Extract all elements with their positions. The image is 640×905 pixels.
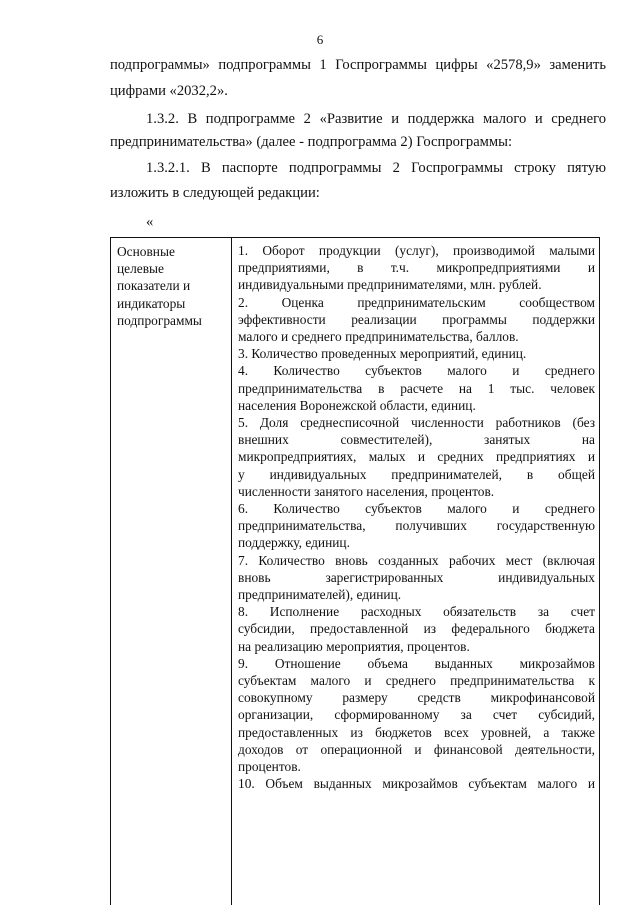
- indicator-line: 6. Количество субъектов малого и среднего: [238, 501, 595, 517]
- label-line: показатели и: [117, 278, 191, 294]
- indicator-line: на реализацию мероприятия, процентов.: [238, 638, 470, 654]
- indicator-line: 1. Оборот продукции (услуг), производимой малыми: [238, 243, 595, 258]
- indicator-line: предпринимательства, получивших государственную: [238, 518, 595, 534]
- indicators-label-cell: [111, 238, 232, 905]
- label-line: целевые: [117, 261, 164, 277]
- indicator-item: [238, 500, 595, 552]
- indicator-item: [238, 345, 595, 362]
- page-number: 6: [316, 32, 324, 47]
- indicator-line: доходов от операционной и финансовой деятельности,: [238, 741, 595, 757]
- indicator-line: предпринимателей), единиц.: [238, 587, 402, 603]
- indicator-line: субъектам малого и среднего предпринимательства к: [238, 673, 595, 689]
- indicator-item: [238, 242, 595, 294]
- paragraph-3-line-1: 1.3.2.1. В паспорте подпрограммы 2 Госпрограммы строку пятую: [146, 160, 606, 176]
- indicator-line: 2. Оценка предпринимательским сообществом: [238, 294, 595, 310]
- indicator-item: [238, 603, 595, 655]
- indicator-item: [238, 414, 595, 500]
- indicator-line: микропредприятиях, малых и средних предприятиях и: [238, 449, 595, 465]
- indicator-line: совокупному размеру средств микрофинансовой: [238, 690, 595, 706]
- indicators-list-cell: [232, 238, 599, 905]
- indicator-line: предпринимательства в расчете на 1 тыс. человек: [238, 380, 595, 396]
- label-line: индикаторы: [117, 295, 186, 311]
- indicator-line: поддержку, единиц.: [238, 535, 350, 551]
- indicator-line: вновь зарегистрированных индивидуальных: [238, 569, 595, 585]
- indicator-item: [238, 552, 595, 604]
- indicator-line: малого и среднего предпринимательства, баллов.: [238, 329, 519, 345]
- paragraph-3-line-2: изложить в следующей редакции:: [110, 185, 320, 201]
- indicator-line: 7. Количество вновь созданных рабочих мест (включая: [238, 552, 595, 568]
- indicator-line: у индивидуальных предпринимателей, в общей: [238, 466, 595, 482]
- indicator-line: эффективности реализации программы поддержки: [238, 311, 595, 327]
- indicator-line: 4. Количество субъектов малого и среднего: [238, 363, 595, 379]
- indicator-line: 10. Объем выданных микрозаймов субъектам малого и: [238, 776, 595, 792]
- indicator-line: численности занятого населения, процентов.: [238, 483, 495, 499]
- indicator-line: 9. Отношение объема выданных микрозаймов: [238, 655, 595, 671]
- indicator-line: 5. Доля среднесписочной численности работников (без: [238, 415, 595, 431]
- indicator-line: 8. Исполнение расходных обязательств за счет: [238, 604, 595, 620]
- open-quote: «: [146, 214, 154, 230]
- passport-table: [110, 237, 600, 905]
- paragraph-2-line-1: 1.3.2. В подпрограмме 2 «Развитие и поддержка малого и среднего: [146, 111, 606, 127]
- indicator-line: индивидуальными предпринимателями, млн. рублей.: [238, 277, 542, 293]
- indicators-list: [238, 242, 595, 793]
- paragraph-2-line-2: предпринимательства» (далее - подпрограмма 2) Госпрограммы:: [110, 134, 513, 150]
- indicator-line: предприятиями, в т.ч. микропредприятиями и: [238, 260, 595, 276]
- indicator-line: внешних совместителей), занятых на: [238, 432, 595, 448]
- indicator-item: [238, 294, 595, 346]
- indicator-item: [238, 655, 595, 775]
- paragraph-1-line-2: цифрами «2032,2».: [110, 83, 228, 99]
- indicator-line: предоставленных из бюджетов всех уровней, а также: [238, 724, 595, 740]
- indicator-line: 3. Количество проведенных мероприятий, единиц.: [238, 346, 527, 362]
- label-line: подпрограммы: [117, 312, 202, 328]
- indicator-item: [238, 775, 595, 792]
- paragraph-1-line-1: подпрограммы» подпрограммы 1 Госпрограммы цифры «2578,9» заменить: [110, 57, 606, 73]
- label-line: Основные: [117, 244, 175, 259]
- indicator-line: организации, сформированному за счет субсидий,: [238, 707, 595, 723]
- indicator-line: процентов.: [238, 759, 301, 775]
- indicator-line: населения Воронежской области, единиц.: [238, 397, 476, 413]
- indicator-item: [238, 362, 595, 414]
- indicator-line: субсидии, предоставленной из федерального бюджета: [238, 621, 595, 637]
